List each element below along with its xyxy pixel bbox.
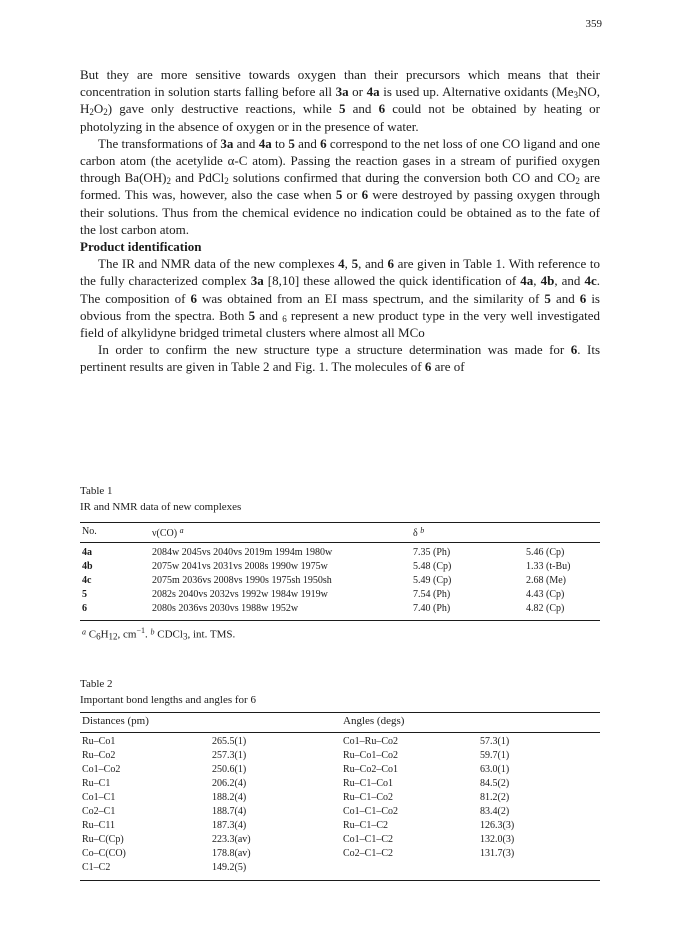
angle-value: 83.4(2) — [480, 806, 510, 817]
subscript: 2 — [575, 176, 580, 187]
distance-value: 188.7(4) — [212, 806, 247, 817]
subscript: 2 — [103, 107, 108, 118]
table-1-caption — [80, 483, 241, 515]
row-ir: 2080s 2036vs 2030vs 1988w 1952w — [152, 603, 299, 614]
row-nmr-1: 5.48 (Cp) — [413, 561, 452, 572]
text-run: The IR and NMR data of the new complexes — [98, 256, 339, 272]
table-rule — [80, 620, 600, 621]
angle-value: 59.7(1) — [480, 750, 510, 761]
angle-atoms: Ru–Co1–Co2 — [343, 750, 399, 761]
footnote-text: CDCl — [154, 628, 183, 641]
text-run: , and — [554, 273, 585, 289]
angle-value: 81.2(2) — [480, 792, 510, 803]
text-run: and PdCl — [171, 170, 225, 186]
text-run: represent a new product type in the very well investigated field of alkylidyne bridged trimetal clusters where almost all MCo — [80, 307, 600, 341]
text-run: ) gave only destructive reactions, while — [107, 101, 339, 117]
angle-value: 132.0(3) — [480, 834, 515, 845]
compound-ref: 6 — [361, 187, 369, 203]
distance-value: 188.2(4) — [212, 792, 247, 803]
distance-value: 223.3(av) — [212, 834, 251, 845]
header-text: δ — [413, 528, 421, 539]
text-run: are formed. This was, however, also the case when — [80, 170, 600, 203]
angle-value: 84.5(2) — [480, 778, 510, 789]
compound-ref: 3a — [250, 273, 264, 289]
row-nmr-2: 2.68 (Me) — [526, 575, 566, 586]
subscript: 6 — [282, 313, 287, 324]
row-compound: 4b — [82, 561, 93, 572]
text-run: or — [342, 187, 362, 203]
paragraph-3 — [80, 255, 600, 341]
compound-ref: 5 — [338, 101, 346, 117]
text-run: The transformations of — [98, 135, 221, 151]
table-1-label: Table 1 — [80, 485, 113, 497]
distance-value: 178.8(av) — [212, 848, 251, 859]
distance-value: 187.3(4) — [212, 820, 247, 831]
footnote-text: , cm — [117, 628, 137, 641]
row-nmr-2: 1.33 (t-Bu) — [526, 561, 571, 572]
text-run: , — [344, 256, 352, 272]
distance-bond: Ru–Co2 — [82, 750, 116, 761]
compound-ref: 4a — [366, 84, 380, 100]
paragraph-1 — [80, 66, 600, 135]
row-ir: 2082s 2040vs 2032vs 1992w 1984w 1919w — [152, 589, 328, 600]
table-1-header-nu-co — [152, 526, 184, 539]
text-run: correspond to the net loss of one CO ligand and one carbon atom (the acetylide α-C atom). Passing the reaction gases in a stream of purified oxygen through Ba(OH) — [80, 135, 600, 186]
row-ir: 2075w 2041vs 2031vs 2008s 1990w 1975w — [152, 561, 328, 572]
page-number: 359 — [585, 18, 602, 30]
distance-bond: Co1–C1 — [82, 792, 116, 803]
compound-ref: 6 — [378, 101, 386, 117]
table-rule — [80, 880, 600, 881]
distance-bond: Co–C(CO) — [82, 848, 126, 859]
header-text: ν(CO) — [152, 528, 180, 539]
text-run: was obtained from an EI mass spectrum, and the similarity of — [196, 290, 545, 306]
compound-ref: 5 — [351, 256, 359, 272]
compound-ref: 5 — [248, 307, 256, 323]
angle-atoms: Ru–C1–Co1 — [343, 778, 394, 789]
table-2-header-angles: Angles (degs) — [343, 715, 405, 727]
row-nmr-2: 4.82 (Cp) — [526, 603, 565, 614]
row-nmr-1: 7.35 (Ph) — [413, 547, 451, 558]
compound-ref: 5 — [544, 290, 551, 306]
text-run: are of — [431, 359, 465, 375]
subscript: 3 — [573, 90, 578, 101]
text-run: But they are more sensitive towards oxygen than their precursors which means that their concentration in solution starts falling before all — [80, 67, 600, 100]
text-run: [8,10] these allowed the quick identification of — [263, 273, 521, 289]
text-run: is used up. Alternative oxidants (Me — [379, 84, 574, 100]
compound-ref: 3a — [335, 84, 349, 100]
angle-value: 63.0(1) — [480, 764, 510, 775]
table-1-footnote — [82, 626, 235, 641]
table-1-header-delta — [413, 526, 424, 539]
distance-bond: Ru–Co1 — [82, 736, 116, 747]
footnote-mark: b — [420, 526, 425, 535]
distance-bond: Ru–C11 — [82, 820, 115, 831]
text-run: . Its pertinent results are given in Table 2 and Fig. 1. The molecules of — [80, 342, 601, 375]
compound-ref: 4b — [540, 273, 555, 289]
row-compound: 5 — [82, 589, 87, 600]
table-rule — [80, 542, 600, 543]
text-run: and — [233, 135, 259, 151]
section-heading: Product identification — [80, 239, 202, 255]
text-run: solutions confirmed that during the conversion both CO and CO — [228, 170, 576, 186]
footnote-mark: a — [179, 526, 184, 535]
text-run: were destroyed by passing oxygen through their solutions. Thus from the chemical evidence no indication could be obtained as to the fate of the lost carbon atom. — [80, 187, 600, 237]
subscript: 12 — [108, 631, 118, 642]
subscript: 2 — [166, 176, 172, 187]
superscript: −1 — [136, 626, 146, 635]
compound-ref: 6 — [579, 290, 587, 306]
compound-ref: 3a — [220, 135, 234, 151]
row-nmr-2: 4.43 (Cp) — [526, 589, 565, 600]
distance-bond: Co2–C1 — [82, 806, 116, 817]
distance-bond: C1–C2 — [82, 862, 111, 873]
paragraph-4 — [80, 341, 600, 375]
distance-value: 149.2(5) — [212, 862, 247, 873]
text-run: O — [93, 101, 104, 117]
angle-atoms: Ru–C1–C2 — [343, 820, 389, 831]
row-compound: 6 — [82, 603, 87, 614]
compound-ref: 6 — [320, 135, 327, 151]
compound-ref: 6 — [570, 342, 578, 358]
subscript: 2 — [89, 107, 94, 118]
text-run: and — [255, 307, 283, 323]
text-run: or — [348, 84, 367, 100]
compound-ref: 6 — [387, 256, 394, 272]
table-1 — [80, 522, 600, 620]
row-ir: 2084w 2045vs 2040vs 2019m 1994m 1980w — [152, 547, 333, 558]
angle-value: 126.3(3) — [480, 820, 515, 831]
distance-value: 206.2(4) — [212, 778, 247, 789]
distance-bond: Co1–Co2 — [82, 764, 121, 775]
table-2 — [80, 712, 600, 880]
table-2-label: Table 2 — [80, 678, 113, 690]
angle-atoms: Ru–Co2–Co1 — [343, 764, 399, 775]
row-nmr-1: 5.49 (Cp) — [413, 575, 452, 586]
row-nmr-2: 5.46 (Cp) — [526, 547, 565, 558]
footnote-text: C — [86, 628, 97, 641]
text-run: and — [345, 101, 379, 117]
subscript: 6 — [96, 631, 101, 642]
table-2-caption — [80, 676, 256, 708]
subscript: 3 — [182, 631, 188, 642]
text-run: , — [533, 273, 541, 289]
text-run: NO, H — [80, 84, 600, 117]
angle-atoms: Co1–Ru–Co2 — [343, 736, 399, 747]
text-run: , and — [358, 256, 388, 272]
distance-bond: Ru–C(Cp) — [82, 834, 124, 845]
footnote-text: . — [145, 628, 151, 641]
table-1-header-no: No. — [82, 526, 97, 537]
footnote-mark: b — [150, 627, 155, 637]
compound-ref: 5 — [288, 135, 295, 151]
text-run: . The composition of — [80, 273, 600, 306]
distance-value: 265.5(1) — [212, 736, 247, 747]
body-text — [80, 66, 600, 376]
text-run: In order to confirm the new structure type a structure determination was made for — [98, 342, 571, 358]
text-run: could not be obtained by heating or photolyzing in the absence of oxygen or in the presence of water. — [80, 101, 600, 134]
row-compound: 4a — [82, 547, 92, 558]
footnote-mark: a — [82, 627, 86, 637]
table-rule — [80, 712, 600, 713]
distance-bond: Ru–C1 — [82, 778, 111, 789]
subscript: 2 — [224, 176, 229, 187]
footnote-text: , int. TMS. — [187, 628, 236, 641]
row-ir: 2075m 2036vs 2008vs 1990s 1975sh 1950sh — [152, 575, 332, 586]
footnote-text: H — [100, 628, 109, 641]
angle-value: 131.7(3) — [480, 848, 515, 859]
compound-ref: 5 — [335, 187, 343, 203]
angle-atoms: Co1–C1–C2 — [343, 834, 394, 845]
text-run: and — [294, 135, 321, 151]
compound-ref: 4a — [258, 135, 272, 151]
angle-atoms: Co2–C1–C2 — [343, 848, 394, 859]
compound-ref: 6 — [424, 359, 432, 375]
table-2-header-distances: Distances (pm) — [82, 715, 149, 727]
row-nmr-1: 7.54 (Ph) — [413, 589, 451, 600]
compound-ref: 4c — [584, 273, 597, 289]
table-2-title: Important bond lengths and angles for 6 — [80, 694, 256, 706]
compound-ref: 4a — [520, 273, 534, 289]
compound-ref: 6 — [190, 290, 197, 306]
angle-atoms: Co1–C1–Co2 — [343, 806, 399, 817]
text-run: is obvious from the spectra. Both — [80, 290, 600, 323]
angle-value: 57.3(1) — [480, 736, 510, 747]
table-1-title: IR and NMR data of new complexes — [80, 501, 242, 513]
paragraph-2 — [80, 135, 600, 238]
text-run: are given in Table 1. With reference to the fully characterized complex — [80, 256, 600, 289]
row-nmr-1: 7.40 (Ph) — [413, 603, 451, 614]
row-compound: 4c — [82, 575, 92, 586]
angle-atoms: Ru–C1–Co2 — [343, 792, 394, 803]
compound-ref: 4 — [338, 256, 345, 272]
distance-value: 257.3(1) — [212, 750, 247, 761]
distance-value: 250.6(1) — [212, 764, 247, 775]
table-rule — [80, 522, 600, 523]
table-rule — [80, 732, 600, 733]
text-run: and — [550, 290, 580, 306]
text-run: to — [271, 135, 289, 151]
